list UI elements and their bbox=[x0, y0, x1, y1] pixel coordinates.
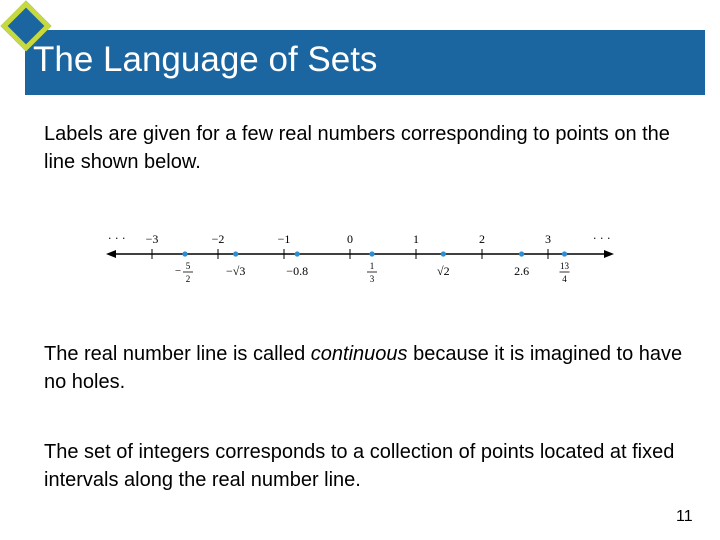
tick-label: −2 bbox=[211, 232, 225, 246]
point-label-numerator: 13 bbox=[560, 261, 569, 271]
page-number: 11 bbox=[676, 508, 693, 525]
point-marker bbox=[441, 251, 446, 256]
point-label-denominator: 3 bbox=[369, 274, 375, 284]
point-marker bbox=[182, 251, 187, 256]
paragraph-continuous-start: The real number line is called bbox=[44, 343, 311, 365]
tick-label: −1 bbox=[277, 232, 291, 246]
point-label: −√3 bbox=[226, 264, 246, 278]
point-label-denominator: 2 bbox=[185, 274, 191, 284]
point-marker bbox=[519, 251, 524, 256]
slide-title: The Language of Sets bbox=[33, 40, 378, 79]
point-label: √2 bbox=[437, 264, 450, 278]
point-label-numerator: 5 bbox=[185, 261, 191, 271]
point-marker bbox=[369, 251, 374, 256]
paragraph-continuous bbox=[44, 340, 694, 396]
tick-label: 0 bbox=[347, 232, 353, 246]
point-label: 2.6 bbox=[514, 264, 530, 278]
right-arrow-icon bbox=[604, 250, 614, 258]
tick-label: −3 bbox=[145, 232, 159, 246]
point-marker bbox=[233, 251, 238, 256]
point-label-numerator: 1 bbox=[369, 261, 375, 271]
tick-label: 1 bbox=[413, 232, 419, 246]
paragraph-intro: Labels are given for a few real numbers corresponding to points on the line shown below. bbox=[44, 123, 670, 173]
tick-label: 2 bbox=[479, 232, 485, 246]
ellipsis-right: · · · bbox=[593, 232, 611, 245]
point-label-denominator: 4 bbox=[562, 274, 567, 284]
ellipsis-left: · · · bbox=[108, 232, 126, 245]
title-bar bbox=[25, 30, 705, 95]
number-line bbox=[100, 225, 620, 295]
continuous-term: continuous bbox=[310, 343, 408, 365]
paragraph-integers: The set of integers corresponds to a collection of points located at fixed intervals along the real number line. bbox=[44, 441, 675, 491]
left-arrow-icon bbox=[106, 250, 116, 258]
point-label-sign: − bbox=[174, 265, 182, 277]
point-marker bbox=[295, 251, 300, 256]
point-label: −0.8 bbox=[286, 264, 309, 278]
point-marker bbox=[562, 251, 567, 256]
tick-label: 3 bbox=[545, 232, 551, 246]
paragraph-continuous-end: because it is imagined to have no holes. bbox=[44, 343, 683, 393]
